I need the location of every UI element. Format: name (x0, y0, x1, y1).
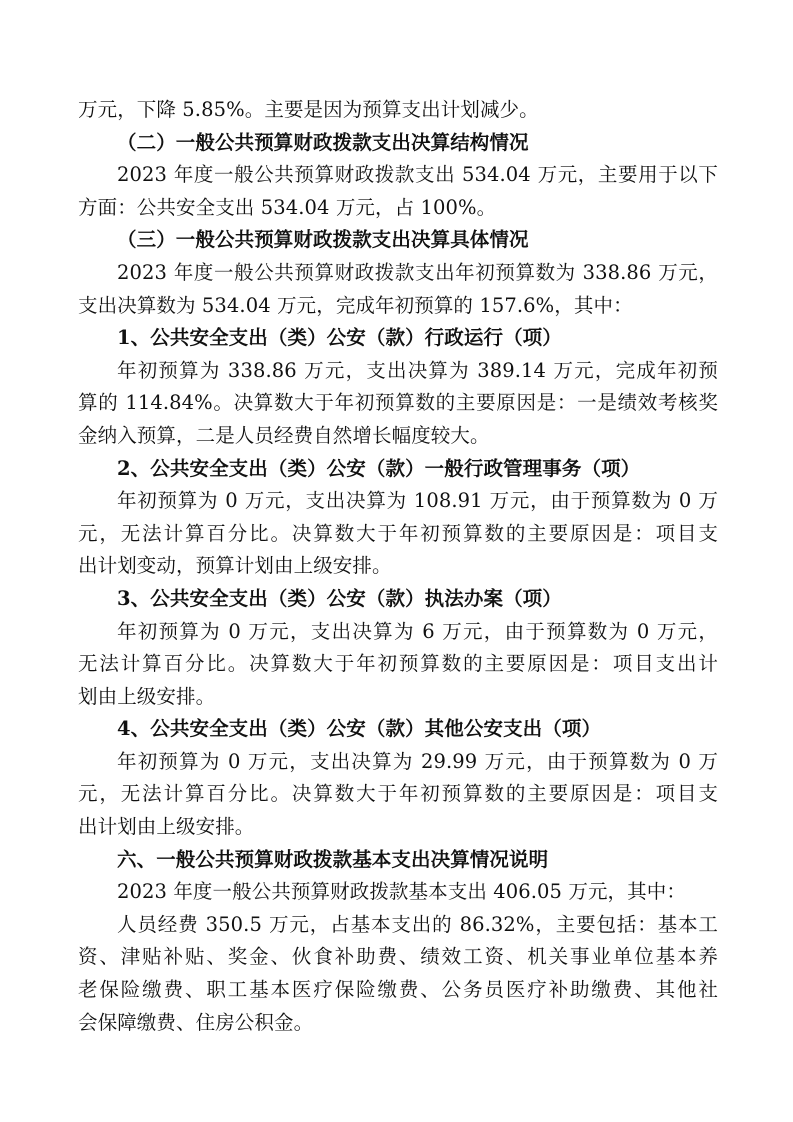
paragraph-line: 支出决算数为 534.04 万元，完成年初预算的 157.6%，其中： (78, 293, 633, 317)
paragraph-line: 万元，下降 5.85%。主要是因为预算支出计划减少。 (78, 98, 539, 121)
document-body (78, 94, 718, 1039)
subsection-heading: 2、公共安全支出（类）公安（款）一般行政管理事务（项） (117, 456, 641, 480)
section-heading: 六、一般公共预算财政拨款基本支出决算情况说明 (117, 847, 549, 871)
section-heading: （三）一般公共预算财政拨款支出决算具体情况 (117, 228, 529, 252)
paragraph-line: 算的 114.84%。决算数大于年初预算数的主要原因是：一是绩效考核奖 (78, 391, 718, 415)
paragraph-line: 元，无法计算百分比。决算数大于年初预算数的主要原因是：项目支 (78, 782, 718, 806)
paragraph-line: 元，无法计算百分比。决算数大于年初预算数的主要原因是：项目支 (78, 521, 718, 545)
paragraph-line: 划由上级安排。 (78, 684, 216, 708)
paragraph-line: 2023 年度一般公共预算财政拨款基本支出 406.05 万元，其中： (117, 880, 686, 904)
paragraph-line: 人员经费 350.5 万元，占基本支出的 86.32%，主要包括：基本工 (117, 912, 718, 936)
paragraph-line: 会保障缴费、住房公积金。 (78, 1010, 314, 1034)
paragraph-line: 方面：公共安全支出 534.04 万元，占 100%。 (78, 195, 497, 219)
subsection-heading: 3、公共安全支出（类）公安（款）执法办案（项） (117, 586, 562, 610)
subsection-heading: 1、公共安全支出（类）公安（款）行政运行（项） (117, 326, 562, 350)
paragraph-line: 年初预算为 0 万元，支出决算为 29.99 万元，由于预算数为 0 万 (117, 749, 718, 773)
section-heading: （二）一般公共预算财政拨款支出决算结构情况 (117, 130, 529, 154)
paragraph-line: 出计划由上级安排。 (78, 815, 255, 839)
paragraph-line: 出计划变动，预算计划由上级安排。 (78, 554, 392, 578)
paragraph-line: 金纳入预算，二是人员经费自然增长幅度较大。 (78, 423, 490, 447)
paragraph-line: 2023 年度一般公共预算财政拨款支出年初预算数为 338.86 万元， (117, 260, 718, 284)
paragraph-line: 资、津贴补贴、奖金、伙食补助费、绩效工资、机关事业单位基本养 (78, 945, 718, 969)
paragraph-line: 年初预算为 0 万元，支出决算为 108.91 万元，由于预算数为 0 万 (117, 489, 718, 513)
paragraph-line: 年初预算为 338.86 万元，支出决算为 389.14 万元，完成年初预 (117, 358, 718, 382)
paragraph-line: 无法计算百分比。决算数大于年初预算数的主要原因是：项目支出计 (78, 652, 718, 676)
subsection-heading: 4、公共安全支出（类）公安（款）其他公安支出（项） (117, 717, 602, 741)
paragraph-line: 老保险缴费、职工基本医疗保险缴费、公务员医疗补助缴费、其他社 (78, 978, 718, 1002)
paragraph-line: 年初预算为 0 万元，支出决算为 6 万元，由于预算数为 0 万元， (117, 619, 718, 643)
paragraph-line: 2023 年度一般公共预算财政拨款支出 534.04 万元，主要用于以下 (117, 163, 718, 187)
